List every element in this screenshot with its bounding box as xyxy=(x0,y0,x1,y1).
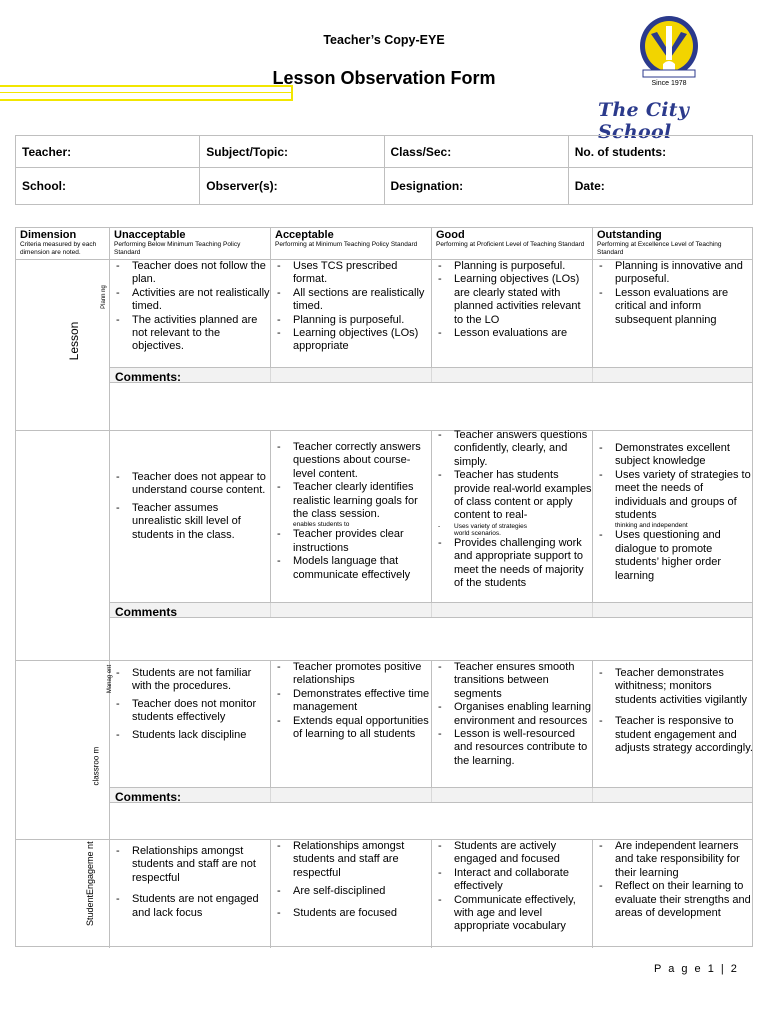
list-item: - Learning objectives (LOs) are clearly stated with planned activities relevant to the LO xyxy=(432,273,592,327)
teacher-field[interactable]: Teacher: xyxy=(16,136,200,168)
list-item: - Learning objectives (LOs) appropriate xyxy=(271,327,431,354)
lesson-acceptable-cell xyxy=(271,260,431,354)
designation-field[interactable]: Designation: xyxy=(384,168,568,205)
list-item: - Students are actively engaged and focused xyxy=(432,840,592,867)
list-item: - Teacher promotes positive relationships xyxy=(271,661,431,688)
engagement-outstanding-cell xyxy=(593,840,753,920)
list-item: - Teacher does not monitor students effectively xyxy=(110,698,270,725)
list-item: - Teacher has students provide real-world examples of class content or apply content to real- xyxy=(432,469,592,523)
school-field[interactable]: School: xyxy=(16,168,200,205)
list-item: - Lesson evaluations are xyxy=(432,327,592,340)
tiny-text: world scenarios. xyxy=(454,529,501,537)
page-number: P a g e 1 | 2 xyxy=(654,963,739,975)
classroom-good-cell xyxy=(432,661,592,768)
list-item: - Demonstrates excellent subject knowledge xyxy=(593,442,753,469)
comments-area-classroom[interactable] xyxy=(110,804,752,839)
list-item: - Uses variety of strategies xyxy=(432,523,592,530)
list-item: - Uses TCS prescribed format. xyxy=(271,260,431,287)
engagement-good-cell xyxy=(432,840,592,934)
list-item: - Relationships amongst students and staff are not respectful xyxy=(110,845,270,885)
list-item: - Uses questioning and dialogue to promote students’ higher order learning xyxy=(593,529,753,583)
date-field[interactable]: Date: xyxy=(568,168,752,205)
list-item: - Are independent learners and take responsibility for their learning xyxy=(593,840,753,880)
comments-label: Comments: xyxy=(115,370,182,384)
list-item: - Students are not familiar with the procedures. xyxy=(110,667,270,694)
list-item: - Teacher is responsive to student engagement and adjusts strategy accordingly. xyxy=(593,715,753,755)
section-sublabel-management: Manag ent xyxy=(107,664,114,694)
tiny-text: enables students to xyxy=(293,521,350,529)
list-item: - Provides challenging work and appropriate support to meet the needs of majority of the students xyxy=(432,537,592,591)
column-header-acceptable: Acceptable Performing at Minimum Teaching Policy Standard xyxy=(275,229,418,248)
engagement-acceptable-cell xyxy=(271,840,431,920)
list-item: - Organises enabling learning environment and resources xyxy=(432,701,592,728)
list-item: - All sections are realistically timed. xyxy=(271,287,431,314)
knowledge-acceptable-cell xyxy=(271,441,431,582)
classroom-acceptable-cell xyxy=(271,661,431,741)
list-item: - Teacher provides clear instructions xyxy=(271,528,431,555)
yellow-highlight-box xyxy=(0,85,293,101)
list-item: - Extends equal opportunities of learning to all students xyxy=(271,715,431,742)
no-of-students-field[interactable]: No. of students: xyxy=(568,136,752,168)
comments-label: Comments xyxy=(115,605,178,619)
list-item: - Students are not engaged and lack focus xyxy=(110,893,270,920)
list-item: - Activities are not realistically timed. xyxy=(110,287,270,314)
tiny-text: thinking and independent xyxy=(615,522,688,530)
list-item: - Lesson evaluations are critical and inform subsequent planning xyxy=(593,287,753,327)
comments-area-lesson[interactable] xyxy=(110,384,752,430)
list-item: - Teacher does not follow the plan. xyxy=(110,260,270,287)
rubric-table xyxy=(15,227,753,947)
knowledge-good-cell xyxy=(432,429,592,590)
list-item: - Models language that communicate effectively xyxy=(271,555,431,582)
list-item: - Teacher demonstrates withitness; monitors students activities vigilantly xyxy=(593,667,753,707)
comments-area-knowledge[interactable] xyxy=(110,619,752,660)
list-item: - Lesson is well-resourced and resources contribute to the learning. xyxy=(432,728,592,768)
list-item: - Interact and collaborate effectively xyxy=(432,867,592,894)
list-item: - Reflect on their learning to evaluate their strengths and areas of development xyxy=(593,880,753,920)
section-label-lesson: Lesson xyxy=(67,321,81,361)
lesson-outstanding-cell xyxy=(593,260,753,327)
comments-bar-knowledge xyxy=(110,602,752,618)
column-header-good: Good Performing at Proficient Level of Teaching Standard xyxy=(436,229,585,248)
list-item: - Teacher clearly identifies realistic learning goals for the class session. xyxy=(271,481,431,521)
comments-bar-classroom xyxy=(110,787,752,803)
form-title: Lesson Observation Form xyxy=(272,68,496,88)
list-item: - Teacher correctly answers questions about course-level content. xyxy=(271,441,431,481)
list-item: - Relationships amongst students and staff are respectful xyxy=(271,840,431,880)
list-item: - Planning is purposeful. xyxy=(432,260,592,273)
teachers-copy-label: Teacher’s Copy-EYE xyxy=(323,33,445,47)
list-item: - Demonstrates effective time management xyxy=(271,688,431,715)
classroom-unacceptable-cell xyxy=(110,667,270,742)
info-row xyxy=(16,168,753,205)
list-item: - Teacher ensures smooth transitions between segments xyxy=(432,661,592,701)
section-sublabel-planning: Plann ng xyxy=(100,285,107,309)
class-sec-field[interactable]: Class/Sec: xyxy=(384,136,568,168)
engagement-unacceptable-cell xyxy=(110,845,270,920)
list-item: - Communicate effectively, with age and level appropriate vocabulary xyxy=(432,894,592,934)
info-table xyxy=(15,135,753,205)
classroom-outstanding-cell xyxy=(593,667,753,755)
list-item: - Teacher answers questions confidently, clearly, and simply. xyxy=(432,429,592,469)
since-label: Since 1978 xyxy=(651,80,687,87)
list-item: - Students are focused xyxy=(271,907,431,920)
knowledge-outstanding-cell xyxy=(593,442,753,583)
column-header-dimension: Dimension Criteria measured by each dimension are noted. xyxy=(20,229,97,256)
list-item: - Are self-disciplined xyxy=(271,885,431,898)
school-name: The City School xyxy=(598,99,690,143)
section-label-student-engagement: StudentEngageme nt xyxy=(85,841,95,926)
subject-topic-field[interactable]: Subject/Topic: xyxy=(200,136,384,168)
comments-bar-lesson xyxy=(110,367,752,383)
list-item: - Uses variety of strategies to meet the needs of individuals and groups of students xyxy=(593,469,753,523)
list-item: - Teacher does not appear to understand course content. xyxy=(110,471,270,498)
lesson-good-cell xyxy=(432,260,592,340)
list-item: - Planning is innovative and purposeful. xyxy=(593,260,753,287)
list-item: - Planning is purposeful. xyxy=(271,314,431,327)
knowledge-unacceptable-cell xyxy=(110,471,270,542)
section-label-classroom: classroo m xyxy=(91,746,101,786)
column-header-outstanding: Outstanding Performing at Excellence Level of Teaching Standard xyxy=(597,229,722,256)
list-item: - The activities planned are not relevant to the objectives. xyxy=(110,314,270,354)
observers-field[interactable]: Observer(s): xyxy=(200,168,384,205)
list-item: - Teacher assumes unrealistic skill level of students in the class. xyxy=(110,502,270,542)
column-header-unacceptable: Unacceptable Performing Below Minimum Teaching Policy Standard xyxy=(114,229,241,256)
info-row xyxy=(16,136,753,168)
list-item: - Students lack discipline xyxy=(110,729,270,742)
lesson-unacceptable-cell xyxy=(110,260,270,354)
comments-label: Comments: xyxy=(115,790,182,804)
